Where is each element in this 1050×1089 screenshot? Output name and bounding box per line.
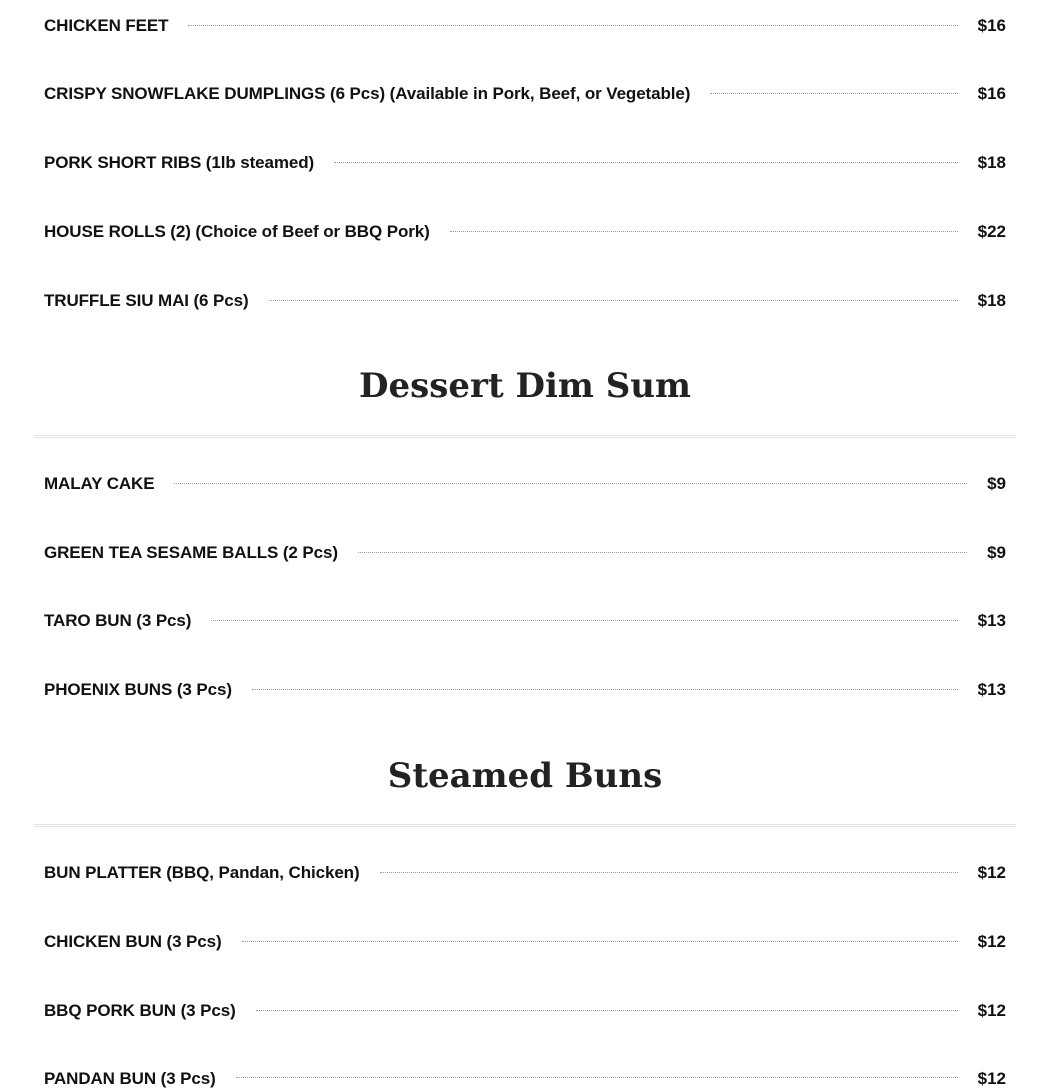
- menu-item: [44, 927, 1006, 957]
- menu-item-price: $18: [977, 153, 1006, 172]
- dotted-leader: [211, 620, 957, 621]
- dotted-leader: [188, 25, 957, 26]
- menu-item: [44, 538, 1006, 568]
- menu-item-price: $13: [977, 611, 1006, 630]
- menu-item-price: $12: [977, 932, 1006, 951]
- menu-item-price: $16: [977, 16, 1006, 35]
- dotted-leader: [252, 689, 958, 690]
- menu-item-name: TRUFFLE SIU MAI (6 Pcs): [44, 291, 249, 310]
- menu-item: [44, 996, 1006, 1026]
- menu-item-name: TARO BUN (3 Pcs): [44, 611, 192, 630]
- menu-item-name: PORK SHORT RIBS (1lb steamed): [44, 153, 315, 172]
- menu-item-name: HOUSE ROLLS (2) (Choice of Beef or BBQ Pork): [44, 222, 430, 241]
- dotted-leader: [710, 93, 957, 94]
- menu-item-price: $12: [977, 863, 1006, 882]
- dotted-leader: [450, 231, 958, 232]
- section-divider: [34, 824, 1016, 827]
- menu-item-name: CRISPY SNOWFLAKE DUMPLINGS (6 Pcs) (Available in Pork, Beef, or Vegetable): [44, 84, 691, 103]
- dotted-leader: [236, 1077, 958, 1078]
- dotted-leader: [334, 162, 958, 163]
- menu-item-price: $12: [977, 1069, 1006, 1088]
- menu-item: [44, 675, 1006, 705]
- dotted-leader: [242, 941, 958, 942]
- menu-item-price: $18: [977, 291, 1006, 310]
- menu-item-name: MALAY CAKE: [44, 474, 155, 493]
- menu-item-price: $22: [977, 222, 1006, 241]
- section-title-steamed-buns: Steamed Buns: [387, 756, 663, 796]
- menu-item: [44, 148, 1006, 178]
- menu-item: [44, 217, 1006, 247]
- menu-item: [44, 858, 1006, 888]
- dotted-leader: [174, 483, 967, 484]
- menu-item-name: PANDAN BUN (3 Pcs): [44, 1069, 216, 1088]
- menu-item-name: CHICKEN FEET: [44, 16, 169, 35]
- menu-item-price: $13: [977, 680, 1006, 699]
- section-title-dessert-dim-sum: Dessert Dim Sum: [359, 366, 691, 406]
- menu-item-name: GREEN TEA SESAME BALLS (2 Pcs): [44, 543, 338, 562]
- menu-item-price: $16: [977, 84, 1006, 103]
- section-divider: [34, 435, 1016, 438]
- menu-item: [44, 79, 1006, 109]
- menu-item: [44, 11, 1006, 41]
- dotted-leader: [358, 552, 967, 553]
- menu-item-name: BBQ PORK BUN (3 Pcs): [44, 1001, 236, 1020]
- menu-item: [44, 469, 1006, 499]
- menu-item: [44, 286, 1006, 316]
- menu-item: [44, 1058, 1006, 1088]
- menu-item-price: $12: [977, 1001, 1006, 1020]
- dotted-leader: [256, 1010, 958, 1011]
- menu-item: [44, 606, 1006, 636]
- dotted-leader: [380, 872, 958, 873]
- menu-item-price: $9: [987, 543, 1006, 562]
- menu-item-name: BUN PLATTER (BBQ, Pandan, Chicken): [44, 863, 360, 882]
- menu-item-name: PHOENIX BUNS (3 Pcs): [44, 680, 232, 699]
- menu-item-price: $9: [987, 474, 1006, 493]
- menu-item-name: CHICKEN BUN (3 Pcs): [44, 932, 222, 951]
- dotted-leader: [269, 300, 958, 301]
